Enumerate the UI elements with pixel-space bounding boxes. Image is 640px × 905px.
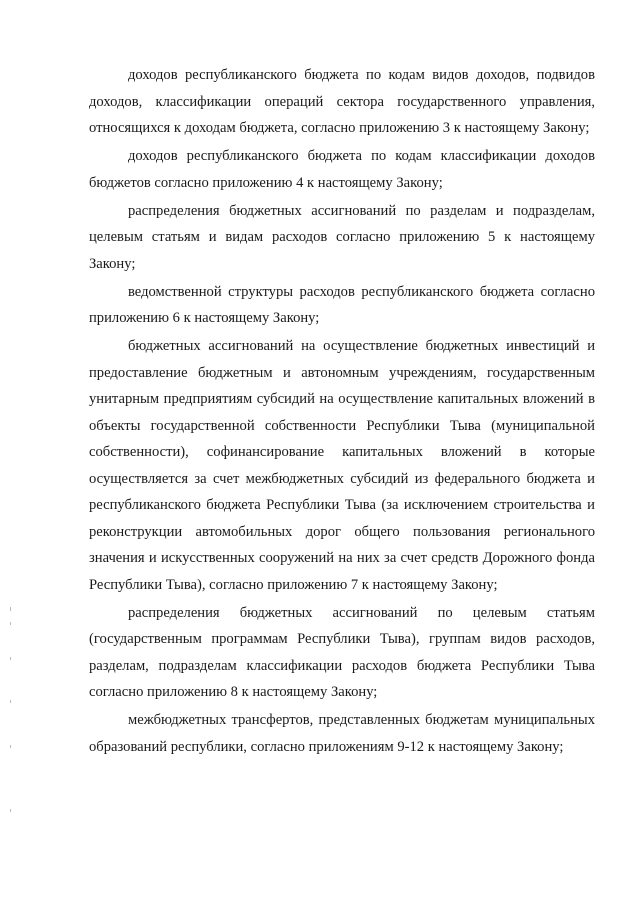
document-body <box>89 62 595 762</box>
paragraph-departmental-structure: ведомственной структуры расходов республиканского бюджета согласно приложению 6 к настоящему Закону; <box>89 283 595 326</box>
scan-mark <box>10 809 11 812</box>
scan-mark <box>10 607 11 611</box>
paragraph-interbudget-transfers: межбюджетных трансфертов, представленных бюджетам муниципальных образований республики, согласно приложениям 9-12 к настоящему Закону; <box>89 712 595 755</box>
paragraph-allocation-by-sections: распределения бюджетных ассигнований по разделам и подразделам, целевым статьям и видам расходов согласно приложению 5 к настоящему Закону; <box>89 202 595 272</box>
paragraph-capital-investments: бюджетных ассигнований на осуществление бюджетных инвестиций и предоставление бюджетным и автономным учреждениям, государственным унитарным предприятиям субсидий на осуществление капитальных вложений в объекты государственной собственности Республики Тыва (муниципальной собственности), софинансирование капитальных вложений в которые осуществляется за счет межбюджетных субсидий из федерального бюджета и республиканского бюджета Республики Тыва (за исключением строительства и реконструкции автомобильных дорог общего пользования регионального значения и искусственных сооружений на них за счет средств Дорожного фонда Республики Тыва), согласно приложению 7 к настоящему Закону; <box>89 338 595 593</box>
paragraph-allocation-by-target-items: распределения бюджетных ассигнований по целевым статьям (государственным программам Республики Тыва), группам видов расходов, разделам, подразделам классификации расходов бюджета Республики Тыва согласно приложению 8 к настоящему Закону; <box>89 604 595 700</box>
scan-mark <box>10 700 11 703</box>
scan-mark <box>10 657 11 660</box>
scan-mark <box>10 622 11 625</box>
paragraph-income-by-type-codes: доходов республиканского бюджета по кодам видов доходов, подвидов доходов, классификации операций сектора государственного управления, относящихся к доходам бюджета, согласно приложению 3 к настоящему Закону; <box>89 67 595 136</box>
paragraph-income-by-classification-codes: доходов республиканского бюджета по кодам классификации доходов бюджетов согласно приложению 4 к настоящему Закону; <box>89 148 595 191</box>
scan-mark <box>10 745 11 748</box>
